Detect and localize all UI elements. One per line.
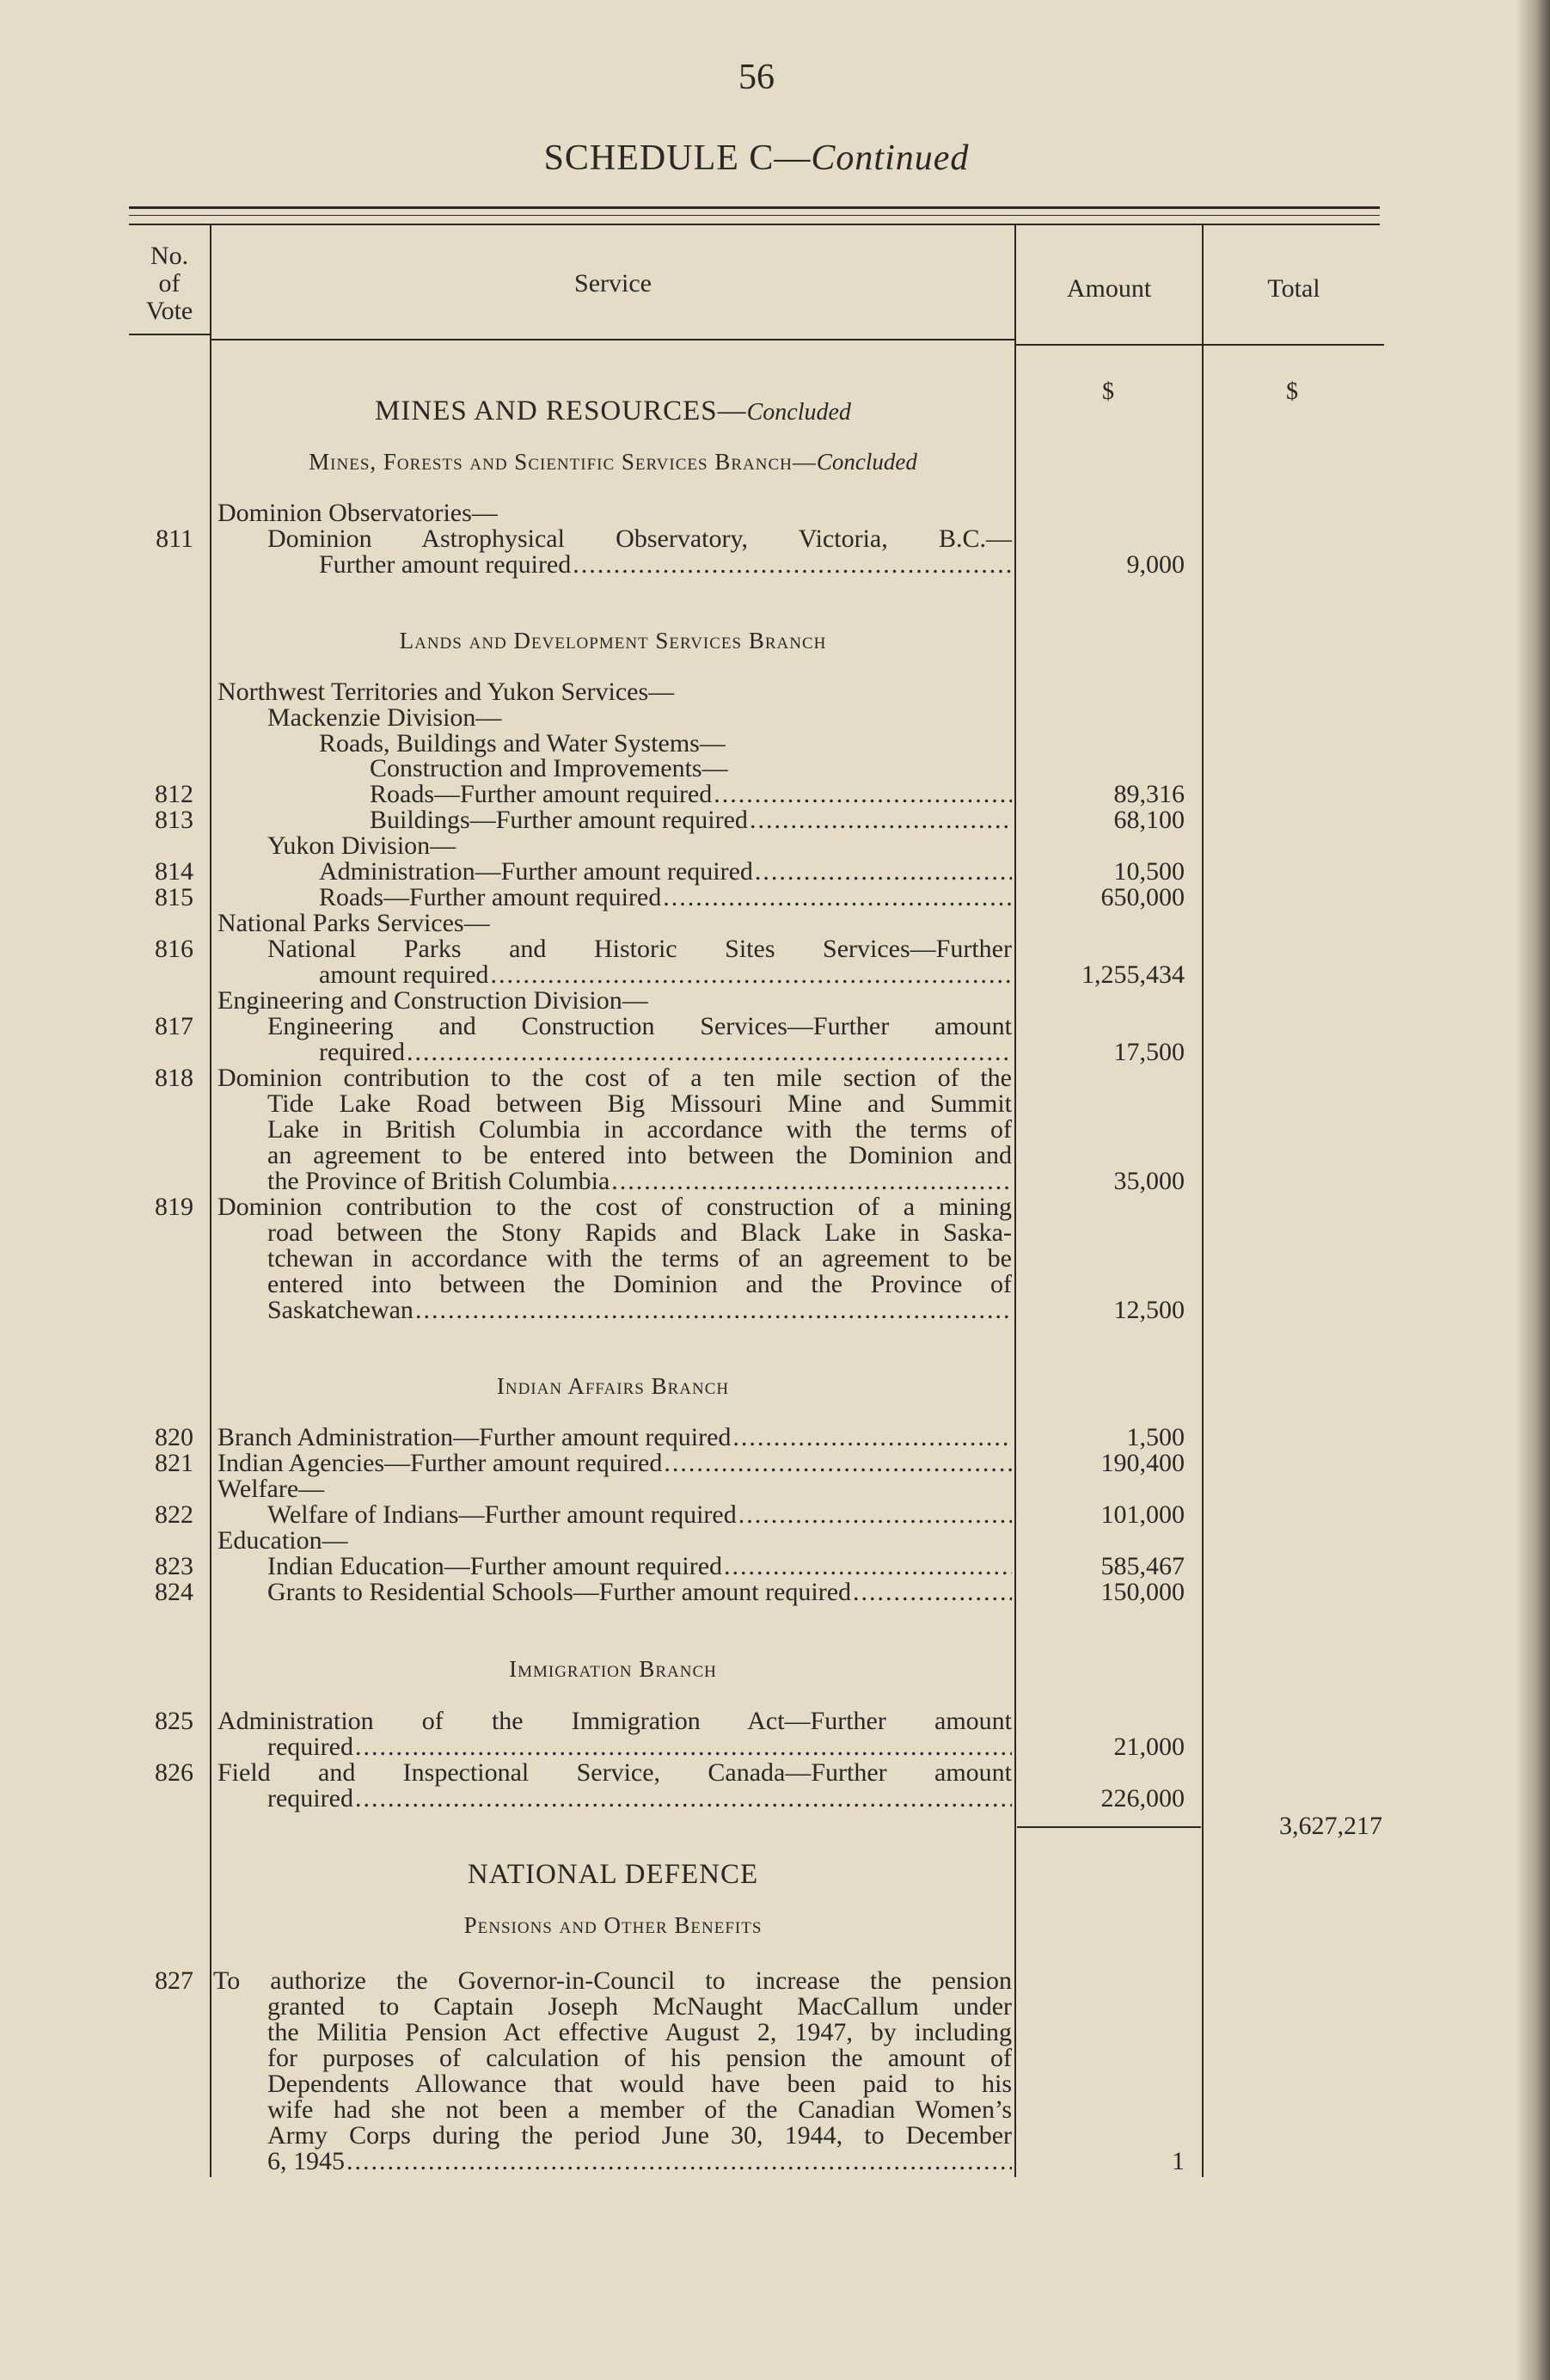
- service-text: an agreement to be entered into between the Dominion and: [267, 1141, 1012, 1169]
- header-vote-line1: No.: [150, 242, 189, 270]
- mines-branch-text: Mines, Forests and Scientific Services Branch—: [309, 449, 817, 475]
- vote-number: 821: [155, 1449, 193, 1477]
- service-text-dotted: Indian Agencies—Further amount required .....: [217, 1449, 1012, 1478]
- amount-value: 190,400: [1100, 1449, 1185, 1477]
- service-text-dotted: Administration—Further amount required .....: [319, 857, 1012, 886]
- service-text-dotted: Saskatchewan .....: [267, 1296, 1012, 1325]
- service-text-dotted: Grants to Residential Schools—Further amount required .....: [267, 1578, 1012, 1607]
- parks-label: National Parks Services—: [217, 909, 490, 937]
- vote-number: 826: [155, 1758, 193, 1787]
- section-total: 3,627,217: [1279, 1812, 1382, 1840]
- top-rule-thick: [129, 206, 1380, 209]
- service-text: for purposes of calculation of his pension the amount of: [267, 2044, 1012, 2072]
- service-text-dotted: Indian Education—Further amount required .....: [267, 1552, 1012, 1581]
- service-text: the Militia Pension Act effective August 2, 1947, by including: [267, 2018, 1012, 2046]
- section-heading-mines: [213, 396, 1013, 427]
- mines-heading-suffix: Concluded: [746, 399, 851, 426]
- amount-value: 585,467: [1100, 1552, 1185, 1580]
- section-heading-national-defence: NATIONAL DEFENCE: [467, 1859, 759, 1890]
- total-currency: $: [1286, 378, 1298, 405]
- column-divider-vote: [210, 225, 211, 2177]
- branch-heading-indian-affairs: Indian Affairs Branch: [496, 1373, 730, 1399]
- mines-heading-text: MINES AND RESOURCES—: [375, 396, 747, 426]
- header-underline-vote: [129, 334, 210, 335]
- header-amount: Amount: [1066, 274, 1152, 303]
- vote-number: 816: [155, 935, 193, 963]
- service-text: road between the Stony Rapids and Black Lake in Saska-: [267, 1218, 1012, 1247]
- amount-subtotal-rule: [1017, 1826, 1201, 1828]
- amount-value: 9,000: [1126, 550, 1185, 579]
- service-text-dotted: the Province of British Columbia .....: [267, 1167, 1012, 1196]
- column-divider-amount: [1202, 225, 1204, 2177]
- service-text-dotted: Buildings—Further amount required .....: [370, 806, 1012, 835]
- vote-number: 825: [155, 1707, 193, 1735]
- service-text-dotted: 6, 1945 .....: [267, 2147, 1012, 2176]
- top-rule-thin: [129, 215, 1380, 216]
- header-underline-service: [211, 339, 1014, 340]
- engineering-label: Engineering and Construction Division—: [217, 986, 648, 1015]
- amount-value: 1: [1172, 2147, 1185, 2175]
- vote-number: 818: [155, 1064, 193, 1092]
- amount-value: 1,500: [1126, 1423, 1185, 1451]
- header-underline-amount: [1016, 344, 1202, 346]
- vote-number: 827: [155, 1966, 193, 1995]
- service-text: To authorize the Governor-in-Council to increase the pension: [213, 1966, 1012, 1995]
- vote-number: 820: [155, 1423, 193, 1451]
- service-text: Field and Inspectional Service, Canada—Further amount: [217, 1758, 1012, 1787]
- schedule-title: [0, 138, 1513, 179]
- branch-heading-pensions: Pensions and Other Benefits: [463, 1912, 763, 1938]
- service-text-dotted: Roads—Further amount required .....: [370, 780, 1012, 809]
- branch-heading-immigration: Immigration Branch: [509, 1656, 717, 1682]
- header-vote: [129, 242, 210, 325]
- vote-number: 815: [155, 883, 193, 911]
- vote-number: 822: [155, 1500, 193, 1529]
- vote-number: 814: [155, 857, 193, 886]
- service-text-dotted: required .....: [267, 1784, 1012, 1813]
- nwt-label: Northwest Territories and Yukon Services—: [217, 678, 675, 706]
- service-text: Dominion contribution to the cost of construction of a mining: [217, 1193, 1012, 1221]
- amount-value: 12,500: [1113, 1296, 1185, 1324]
- service-text: National Parks and Historic Sites Services—Further: [267, 935, 1012, 963]
- vote-number: 823: [155, 1552, 193, 1580]
- amount-value: 650,000: [1100, 883, 1185, 911]
- amount-value: 21,000: [1113, 1733, 1185, 1761]
- service-text: Dominion Astrophysical Observatory, Victoria, B.C.—: [267, 524, 1012, 553]
- service-text: granted to Captain Joseph McNaught MacCallum under: [267, 1992, 1012, 2021]
- header-vote-line3: Vote: [145, 297, 193, 325]
- amount-value: 68,100: [1113, 806, 1185, 834]
- vote-number: 819: [155, 1193, 193, 1221]
- amount-value: 10,500: [1113, 857, 1185, 886]
- service-text-dotted: Welfare of Indians—Further amount required .....: [267, 1500, 1012, 1530]
- vote-number: 811: [156, 524, 193, 553]
- service-text-dotted: Branch Administration—Further amount required .....: [217, 1423, 1012, 1452]
- service-text: wife had she not been a member of the Canadian Women’s: [267, 2095, 1012, 2124]
- service-text: Army Corps during the period June 30, 1944, to December: [267, 2121, 1012, 2150]
- education-label: Education—: [217, 1526, 348, 1555]
- service-text-dotted: Roads—Further amount required .....: [319, 883, 1012, 912]
- amount-value: 150,000: [1100, 1578, 1185, 1606]
- service-text: Lake in British Columbia in accordance with the terms of: [267, 1115, 1012, 1144]
- schedule-title-suffix: Continued: [811, 138, 970, 178]
- vote-number: 817: [155, 1012, 193, 1040]
- service-text: tchewan in accordance with the terms of an agreement to be: [267, 1244, 1012, 1273]
- amount-value: 89,316: [1113, 780, 1185, 808]
- header-vote-line2: of: [158, 269, 181, 298]
- page-number: 56: [738, 58, 775, 97]
- yukon-label: Yukon Division—: [267, 831, 456, 860]
- service-text: Dominion contribution to the cost of a ten mile section of the: [217, 1064, 1012, 1092]
- schedule-title-main: SCHEDULE C—: [543, 138, 812, 178]
- header-underline-total: [1204, 344, 1384, 346]
- observatories-label: Dominion Observatories—: [217, 499, 498, 527]
- service-text: Engineering and Construction Services—Further amount: [267, 1012, 1012, 1040]
- mines-branch-suffix: Concluded: [816, 449, 917, 475]
- vote-number: 824: [155, 1578, 193, 1606]
- service-text-dotted: Further amount required .....: [319, 550, 1012, 580]
- welfare-label: Welfare—: [217, 1475, 325, 1503]
- header-total: Total: [1267, 274, 1320, 303]
- service-text-dotted: required .....: [319, 1038, 1012, 1067]
- service-text-dotted: required .....: [267, 1733, 1012, 1762]
- branch-heading-lands: Lands and Development Services Branch: [399, 628, 827, 653]
- vote-number: 812: [155, 780, 193, 808]
- header-service: Service: [574, 269, 652, 298]
- service-text: Administration of the Immigration Act—Further amount: [217, 1707, 1012, 1735]
- service-text: Tide Lake Road between Big Missouri Mine and Summit: [267, 1089, 1012, 1118]
- column-divider-service: [1014, 225, 1016, 2177]
- roads-water-label: Roads, Buildings and Water Systems—: [319, 729, 726, 758]
- construction-label: Construction and Improvements—: [370, 754, 728, 782]
- amount-value: 1,255,434: [1081, 960, 1185, 989]
- top-rule-lower: [129, 224, 1380, 225]
- amount-currency: $: [1102, 378, 1114, 405]
- service-text-dotted: amount required .....: [319, 960, 1012, 990]
- service-text: Dependents Allowance that would have been paid to his: [267, 2070, 1012, 2098]
- amount-value: 35,000: [1113, 1167, 1185, 1195]
- branch-heading-mines-forests: [213, 449, 1013, 475]
- amount-value: 17,500: [1113, 1038, 1185, 1066]
- mackenzie-label: Mackenzie Division—: [267, 703, 502, 732]
- amount-value: 101,000: [1100, 1500, 1185, 1529]
- vote-number: 813: [155, 806, 193, 834]
- amount-value: 226,000: [1100, 1784, 1185, 1813]
- page-edge-shadow: [1516, 0, 1550, 2380]
- service-text: entered into between the Dominion and the Province of: [267, 1270, 1012, 1298]
